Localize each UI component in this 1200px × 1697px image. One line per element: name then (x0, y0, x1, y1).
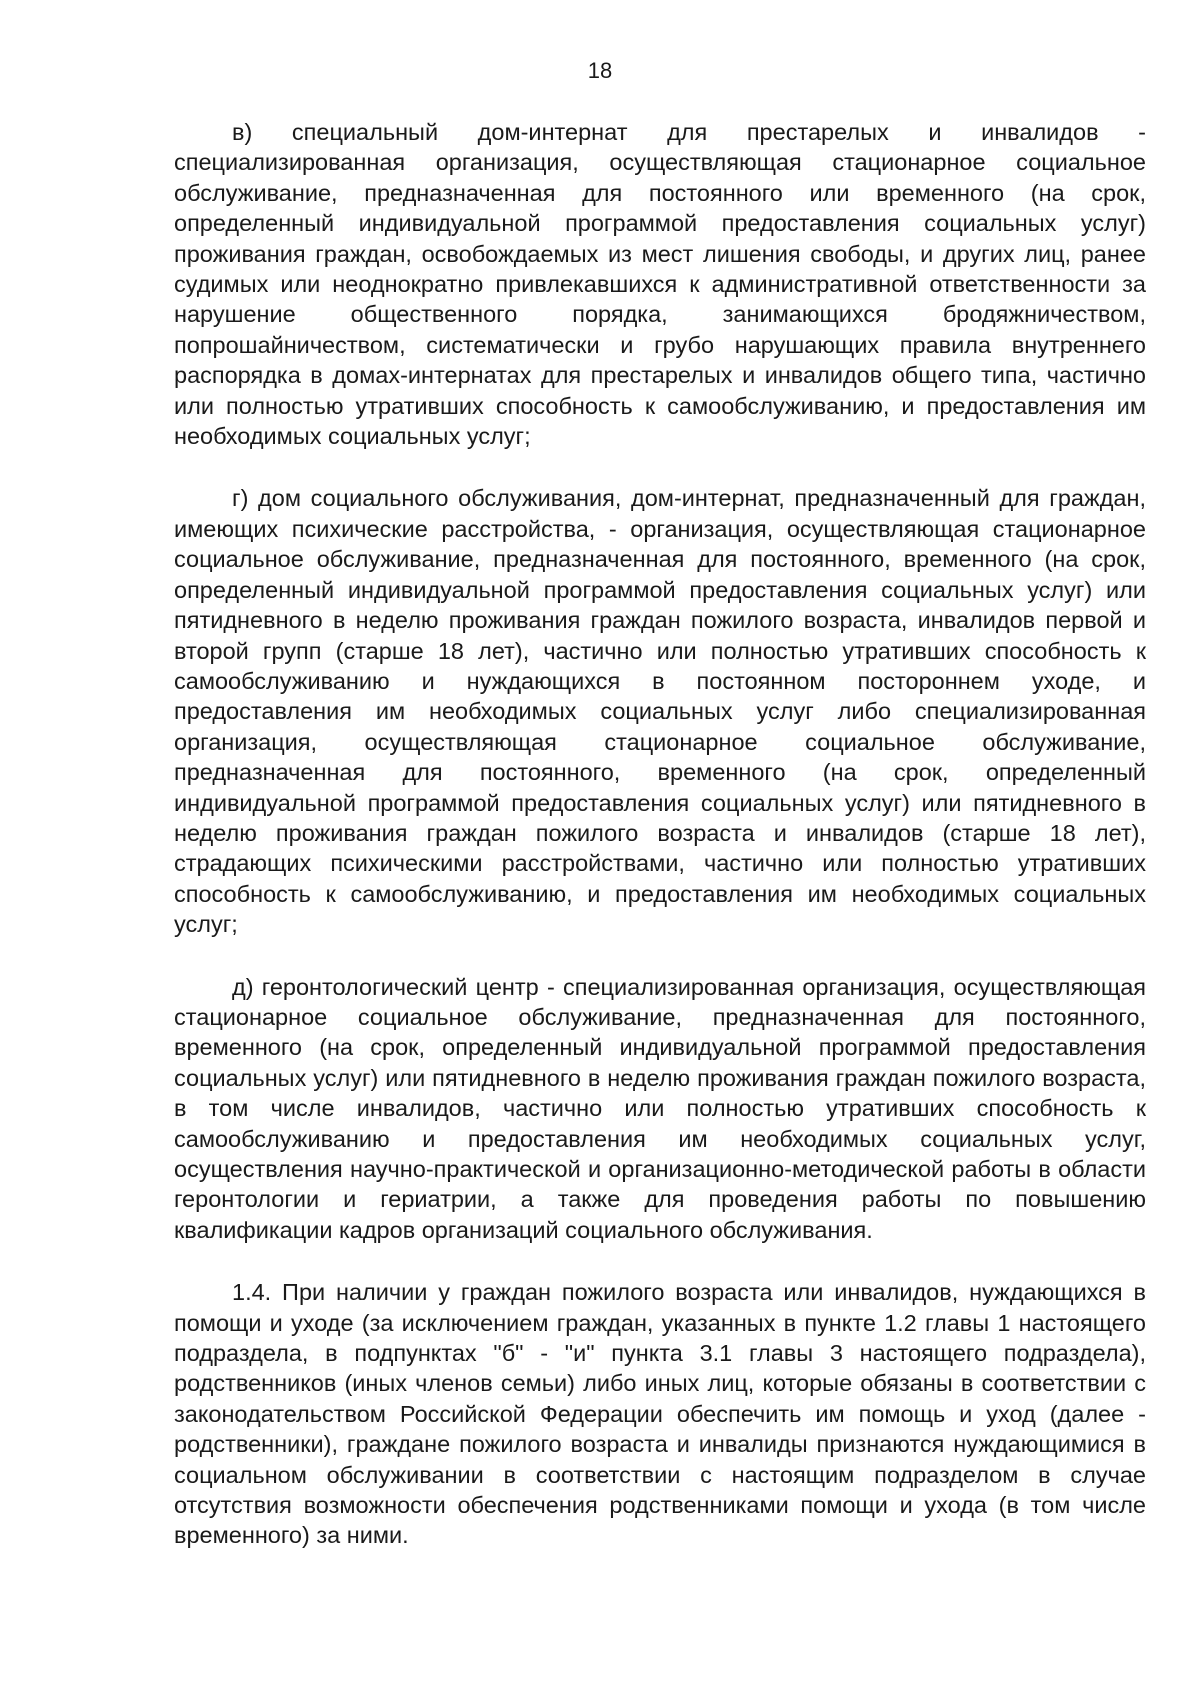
paragraph-d: д) геронтологический центр - специализированная организация, осуществляющая стационарное социальное обслуживание, предназначенная для постоянного, временного (на срок, определенный индивидуальной программой предоставления социальных услуг) или пятидневного в неделю проживания граждан пожилого возраста, в том числе инвалидов, частично или полностью утративших способность к самообслуживанию и предоставления им необходимых социальных услуг, осуществления научно-практической и организационно-методической работы в области геронтологии и гериатрии, а также для проведения работы по повышению квалификации кадров организаций социального обслуживания. (174, 973, 1146, 1243)
document-body (174, 117, 1146, 1551)
page-number: 18 (587, 58, 613, 83)
paragraph-1-4: 1.4. При наличии у граждан пожилого возраста или инвалидов, нуждающихся в помощи и уходе (за исключением граждан, указанных в пункте 1.2 главы 1 настоящего подраздела, в подпунктах "б" - "и" пункта 3.1 главы 3 настоящего подраздела), родственников (иных членов семьи) либо иных лиц, которые обязаны в соответствии с законодательством Российской Федерации обеспечить им помощь и уход (далее - родственники), граждане пожилого возраста и инвалиды признаются нуждающимися в социальном обслуживании в соответствии с настоящим подразделом в случае отсутствия возможности обеспечения родственниками помощи и ухода (в том числе временного) за ними. (174, 1279, 1146, 1549)
paragraph-v: в) специальный дом-интернат для престарелых и инвалидов - специализированная организация, осуществляющая стационарное социальное обслуживание, предназначенная для постоянного или временного (на срок, определенный индивидуальной программой предоставления социальных услуг) проживания граждан, освобождаемых из мест лишения свободы, и других лиц, ранее судимых или неоднократно привлекавшихся к административной ответственности за нарушение общественного порядка, занимающихся бродяжничеством, попрошайничеством, систематически и грубо нарушающих правила внутреннего распорядка в домах-интернатах для престарелых и инвалидов общего типа, частично или полностью утративших способность к самообслуживанию, и предоставления им необходимых социальных услуг; (174, 119, 1146, 450)
paragraph-g: г) дом социального обслуживания, дом-интернат, предназначенный для граждан, имеющих психические расстройства, - организация, осуществляющая стационарное социальное обслуживание, предназначенная для постоянного, временного (на срок, определенный индивидуальной программой предоставления социальных услуг) или пятидневного в неделю проживания граждан пожилого возраста, инвалидов первой и второй групп (старше 18 лет), частично или полностью утративших способность к самообслуживанию и нуждающихся в постоянном постороннем уходе, и предоставления им необходимых социальных услуг либо специализированная организация, осуществляющая стационарное социальное обслуживание, предназначенная для постоянного, временного (на срок, определенный индивидуальной программой предоставления социальных услуг) или пятидневного в неделю проживания граждан пожилого возраста и инвалидов (старше 18 лет), страдающих психическими расстройствами, частично или полностью утративших способность к самообслуживанию, и предоставления им необходимых социальных услуг; (174, 485, 1146, 938)
